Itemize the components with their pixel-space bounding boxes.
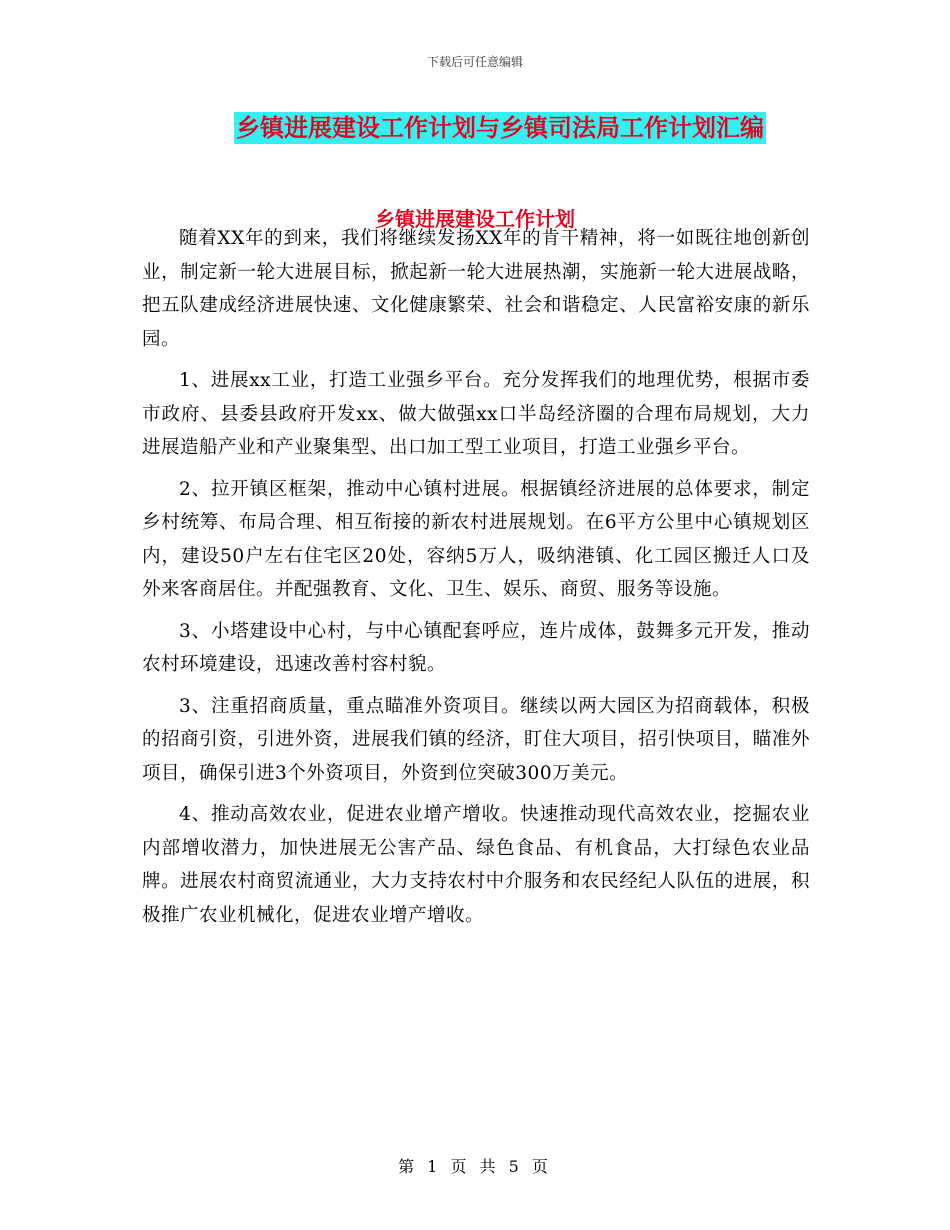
document-body (142, 222, 810, 940)
paragraph-item-4: 4、推动高效农业，促进农业增产增收。快速推动现代高效农业，挖掘农业内部增收潜力，加快进展无公害产品、绿色食品、有机食品，大打绿色农业品牌。进展农村商贸流通业，大力支持农村中介服务和农民经纪人队伍的进展，积极推广农业机械化，促进农业增产增收。 (142, 804, 810, 926)
paragraph-item-3a: 3、小塔建设中心村，与中心镇配套呼应，连片成体，鼓舞多元开发，推动农村环境建设，迅速改善村容村貌。 (142, 620, 810, 675)
header-note: 下载后可任意编辑 (426, 55, 523, 69)
paragraph-item-2: 2、拉开镇区框架，推动中心镇村进展。根据镇经济进展的总体要求，制定乡村统筹、布局合理、相互衔接的新农村进展规划。在6平方公里中心镇规划区内，建设50户左右住宅区20处，容纳5万人，吸纳港镇、化工园区搬迁人口及外来客商居住。并配强教育、文化、卫生、娱乐、商贸、服务等设施。 (142, 478, 810, 600)
section-title: 乡镇进展建设工作计划 (375, 207, 575, 231)
page-footer: 第 1 页 共 5 页 (398, 1157, 552, 1176)
paragraph-item-1: 1、进展xx工业，打造工业强乡平台。充分发挥我们的地理优势，根据市委市政府、县委县政府开发xx、做大做强xx口半岛经济圈的合理布局规划，大力进展造船产业和产业聚集型、出口加工型工业项目，打造工业强乡平台。 (142, 370, 810, 458)
paragraph-item-3b: 3、注重招商质量，重点瞄准外资项目。继续以两大园区为招商载体，积极的招商引资，引进外资，进展我们镇的经济，盯住大项目，招引快项目，瞄准外项目，确保引进3个外资项目，外资到位突破300万美元。 (142, 695, 810, 784)
document-title: 乡镇进展建设工作计划与乡镇司法局工作计划汇编 (236, 114, 764, 142)
document-title-container (0, 112, 950, 144)
paragraph-intro: 随着XX年的到来，我们将继续发扬XX年的肯干精神，将一如既往地创新创业，制定新一轮大进展目标，掀起新一轮大进展热潮，实施新一轮大进展战略，把五队建成经济进展快速、文化健康繁荣、社会和谐稳定、人民富裕安康的新乐园。 (142, 228, 810, 350)
